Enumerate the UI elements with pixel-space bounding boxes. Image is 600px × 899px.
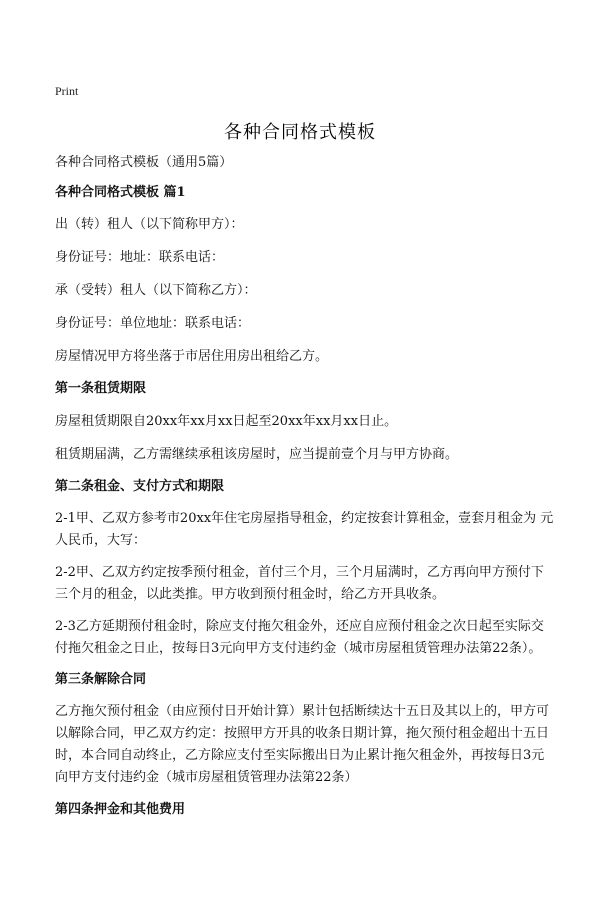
paragraph-property: 房屋情况甲方将坐落于市居住用房出租给乙方。 bbox=[55, 349, 329, 364]
paragraph-lessee-id: 身份证号：单位地址：联系电话： bbox=[55, 316, 251, 331]
paragraph-rent-2-2: 2-2甲、乙双方约定按季预付租金，首付三个月，三个月届满时，乙方再向甲方预付下三个月的租金，以此类推。甲方收到预付租金时，给乙方开具收条。 bbox=[55, 565, 544, 602]
section-heading-part1: 各种合同格式模板 篇1 bbox=[55, 185, 186, 200]
section-heading-rent: 第二条租金、支付方式和期限 bbox=[55, 479, 225, 494]
section-heading-termination: 第三条解除合同 bbox=[55, 672, 147, 687]
section-heading-term: 第一条租赁期限 bbox=[55, 381, 147, 396]
paragraph-rent-2-1: 2-1甲、乙双方参考市20xx年住宅房屋指导租金，约定按套计算租金，壹套月租金为 元人民币，大写： bbox=[55, 511, 554, 548]
print-label: Print bbox=[55, 84, 79, 98]
document-body bbox=[55, 152, 555, 821]
document-title: 各种合同格式模板 bbox=[224, 122, 376, 143]
paragraph-lessor-id: 身份证号：地址：联系电话： bbox=[55, 250, 225, 265]
paragraph-lessee: 承（受转）租人（以下简称乙方）： bbox=[55, 283, 257, 298]
section-heading-deposit: 第四条押金和其他费用 bbox=[55, 802, 186, 817]
subtitle-paragraph: 各种合同格式模板（通用5篇） bbox=[55, 155, 233, 170]
paragraph-termination: 乙方拖欠预付租金（由应预付日开始计算）累计包括断续达十五日及其以上的，甲方可以解除合同，甲乙双方约定：按照甲方开具的收条日期计算，拖欠预付租金超出十五日时，本合同自动终止，乙方除应支付至实际搬出日为止累计拖欠租金外，再按每日3元向甲方支付违约金（城市房屋租赁管理办法第22条） bbox=[55, 704, 550, 785]
paragraph-lessor: 出（转）租人（以下简称甲方）： bbox=[55, 217, 244, 232]
paragraph-term-renewal: 租赁期届满，乙方需继续承租该房屋时，应当提前壹个月与甲方协商。 bbox=[55, 447, 459, 462]
paragraph-term-dates: 房屋租赁期限自20xx年xx月xx日起至20xx年xx月xx日止。 bbox=[55, 414, 398, 429]
paragraph-rent-2-3: 2-3乙方延期预付租金时，除应支付拖欠租金外，还应自应预付租金之次日起至实际交付拖欠租金之日止，按每日3元向甲方支付违约金（城市房屋租赁管理办法第22条）。 bbox=[55, 619, 544, 656]
